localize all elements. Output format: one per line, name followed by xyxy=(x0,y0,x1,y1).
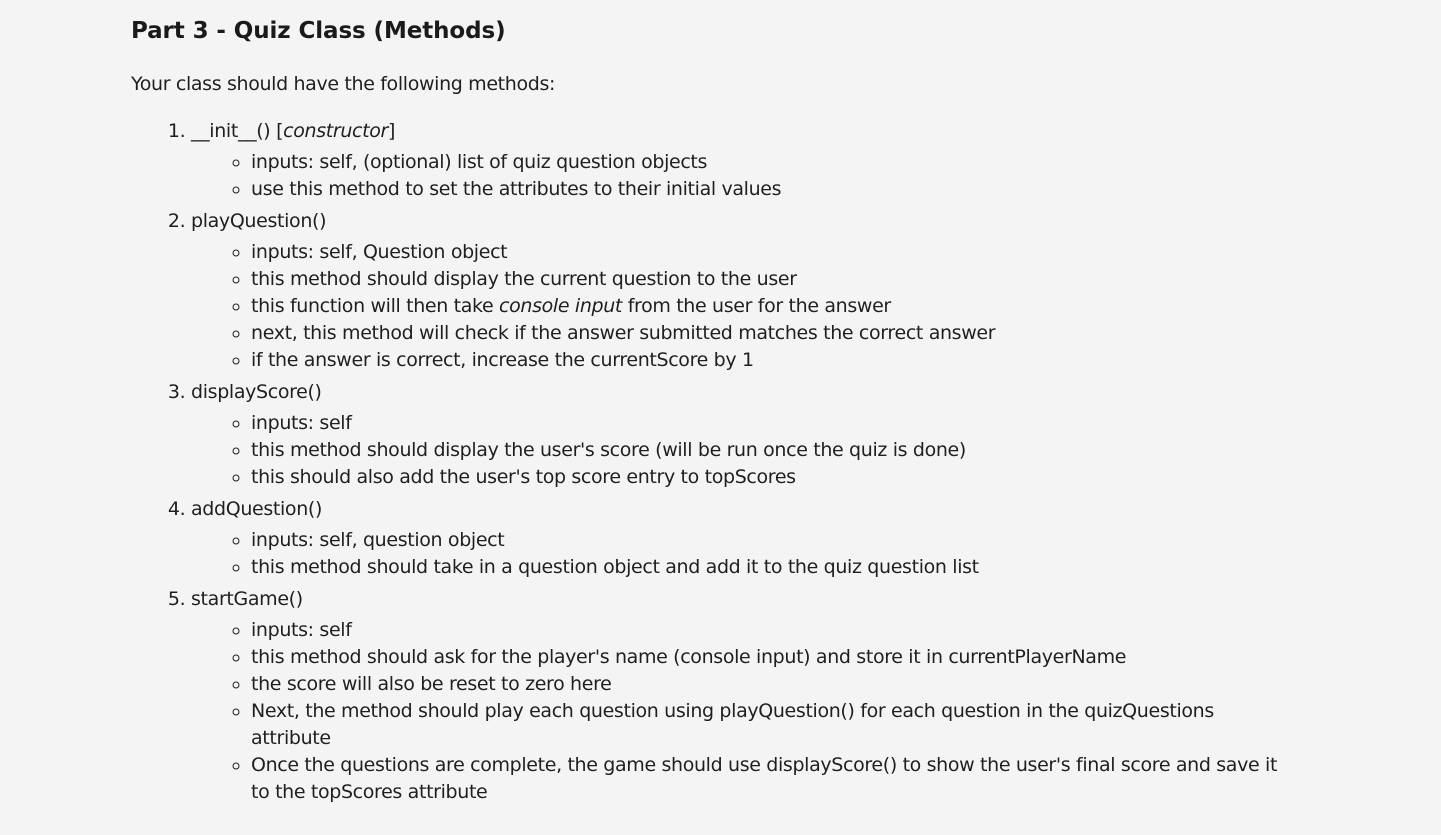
detail-text: this function will then take xyxy=(251,295,500,317)
method-details xyxy=(191,617,1291,806)
method-item-startgame xyxy=(191,581,1391,806)
method-name: 2. playQuestion() xyxy=(191,210,327,232)
method-details xyxy=(191,149,1291,203)
detail-item: ◦ this method should take in a question object and add it to the quiz question list xyxy=(251,554,1291,581)
detail-item: ◦ if the answer is correct, increase the currentScore by 1 xyxy=(251,347,1291,374)
detail-item: ◦ this method should display the current question to the user xyxy=(251,266,1291,293)
method-item-playquestion xyxy=(191,203,1391,374)
constructor-tag: constructor xyxy=(283,120,388,142)
method-item-addquestion xyxy=(191,491,1391,581)
detail-text: from the user for the answer xyxy=(622,295,891,317)
tag-open: [ xyxy=(270,120,284,142)
methods-list xyxy=(131,113,1391,806)
detail-item: ◦ inputs: self, question object xyxy=(251,527,1291,554)
section-heading: Part 3 - Quiz Class (Methods) xyxy=(131,18,506,44)
method-name xyxy=(191,113,1391,149)
method-name: 3. displayScore() xyxy=(191,381,322,403)
detail-item: ◦ inputs: self, (optional) list of quiz question objects xyxy=(251,149,1291,176)
method-name: 4. addQuestion() xyxy=(191,498,323,520)
detail-item-console-input xyxy=(251,293,1291,320)
method-details xyxy=(191,410,1291,491)
detail-item: ◦ Next, the method should play each question using playQuestion() for each question in the quizQuestions attribute xyxy=(251,698,1291,752)
detail-item: ◦ inputs: self, Question object xyxy=(251,239,1291,266)
detail-item: ◦ next, this method will check if the answer submitted matches the correct answer xyxy=(251,320,1291,347)
method-item-displayscore xyxy=(191,374,1391,491)
console-input-emphasis: console input xyxy=(499,295,623,317)
method-name: 5. startGame() xyxy=(191,588,303,610)
detail-item: ◦ the score will also be reset to zero here xyxy=(251,671,1291,698)
method-name-text: __init__() xyxy=(191,120,271,142)
method-details xyxy=(191,527,1291,581)
detail-item: ◦ use this method to set the attributes to their initial values xyxy=(251,176,1291,203)
method-details xyxy=(191,239,1291,374)
detail-item: ◦ this method should ask for the player's name (console input) and store it in currentPlayerName xyxy=(251,644,1291,671)
detail-item: ◦ this method should display the user's score (will be run once the quiz is done) xyxy=(251,437,1291,464)
intro-text: Your class should have the following methods: xyxy=(131,73,556,95)
detail-item: ◦ Once the questions are complete, the game should use displayScore() to show the user's final score and save it to the topScores attribute xyxy=(251,752,1291,806)
method-item-init xyxy=(191,113,1391,203)
detail-item: ◦ this should also add the user's top score entry to topScores xyxy=(251,464,1291,491)
detail-item: ◦ inputs: self xyxy=(251,410,1291,437)
tag-close: ] xyxy=(387,120,396,142)
detail-item: ◦ inputs: self xyxy=(251,617,1291,644)
